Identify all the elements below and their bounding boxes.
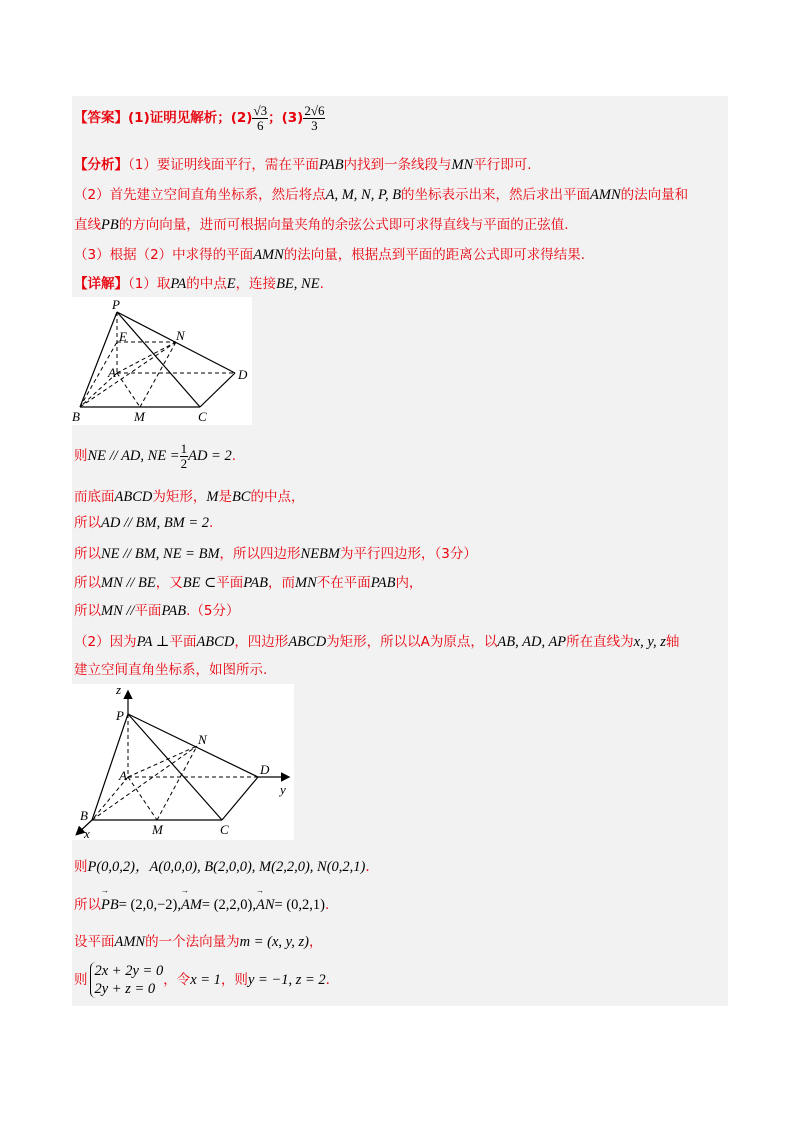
analysis-tag: 【分析】 (74, 157, 128, 173)
vector-AN: → AN (256, 897, 275, 914)
label-C: C (220, 822, 229, 837)
step1-line-4: 所以NE // BM, NE = BM，所以四边形NEBM为平行四边形，（3分） (74, 546, 477, 562)
step1-line-1: 则NE // AD, NE = $\frac{1}{2}$ AD = 2. (74, 441, 237, 471)
step1-line-2: 而底面ABCD为矩形，M是BC的中点， (74, 489, 305, 505)
label-B: B (80, 808, 88, 823)
label-y-axis: y (280, 782, 286, 797)
label-M: M (152, 822, 163, 837)
answer-line: 【答案】(1)证明见解析；(2) $\frac{√3}{6}$ ；(3) $\frac{2√6}{3}$ (74, 103, 325, 133)
vector-AM: → AM (181, 897, 202, 914)
analysis-line-2: （2）首先建立空间直角坐标系，然后将点A, M, N, P, B的坐标表示出来，然后求出平面AMN的法向量和 (74, 187, 689, 203)
figure-pyramid (72, 297, 252, 425)
label-B: B (72, 409, 80, 424)
step1-line-3: 所以AD // BM, BM = 2. (74, 515, 214, 531)
fraction-2sqrt6-over-3: $\frac{2√6}{3}$ (304, 103, 325, 133)
step1-line-6: 所以MN //平面PAB.（5分） (74, 603, 240, 619)
coords-line-3: 设平面AMN的一个法向量为m = (x, y, z)， (74, 934, 323, 950)
label-N: N (198, 732, 207, 747)
label-A: A (108, 365, 116, 380)
analysis-line-3: 直线PB的方向向量，进而可根据向量夹角的余弦公式即可求得直线与平面的正弦值. (74, 217, 569, 233)
step2-line-2: 建立空间直角坐标系，如图所示. (74, 662, 268, 678)
detail-line-1: 【详解】（1）取PA的中点E，连接BE, NE. (74, 276, 324, 292)
analysis-line-1: 【分析】（1）要证明线面平行，需在平面PAB内找到一条线段与MN平行即可. (74, 157, 532, 173)
label-x-axis: x (84, 826, 90, 840)
equation-system: 2x + 2y = 0 2y + z = 0 (90, 962, 164, 998)
coords-line-4: 则 2x + 2y = 0 2y + z = 0 ，令x = 1，则y = −1, z = 2. (74, 963, 330, 997)
label-M: M (134, 409, 145, 424)
step1-line-5: 所以MN // BE，又BE ⊂平面PAB，而MN不在平面PAB内， (74, 575, 423, 591)
coords-line-1: 则P(0,0,2)，A(0,0,0), B(2,0,0), M(2,2,0), N(0,2,1). (74, 859, 370, 875)
fraction-half: $\frac{1}{2}$ (180, 441, 188, 471)
fraction-sqrt3-over-6: $\frac{√3}{6}$ (253, 103, 268, 133)
label-A: A (119, 768, 127, 783)
figure-coordinate-pyramid (72, 684, 294, 840)
detail-tag: 【详解】 (74, 276, 128, 292)
label-z-axis: z (116, 684, 122, 697)
coords-line-2: 所以→ PB= (2,0,−2),→ AM= (2,2,0),→ AN= (0,2,1). (74, 893, 329, 914)
pyramid-diagram (72, 297, 252, 425)
analysis-line-4: （3）根据（2）中求得的平面AMN的法向量，根据点到平面的距离公式即可求得结果. (74, 247, 586, 263)
label-D: D (260, 762, 270, 777)
coordinate-diagram (72, 684, 294, 840)
label-D: D (238, 367, 248, 382)
answer-tag: 【答案】 (74, 110, 128, 127)
label-P: P (116, 708, 124, 723)
vector-PB: → PB (101, 897, 119, 914)
step2-line-1: （2）因为PA ⊥平面ABCD，四边形ABCD为矩形，所以以A为原点，以AB, AD, AP所在直线为x, y, z轴 (74, 634, 680, 650)
label-E: E (119, 329, 127, 344)
label-N: N (176, 328, 185, 343)
label-C: C (198, 409, 207, 424)
label-P: P (112, 297, 120, 312)
